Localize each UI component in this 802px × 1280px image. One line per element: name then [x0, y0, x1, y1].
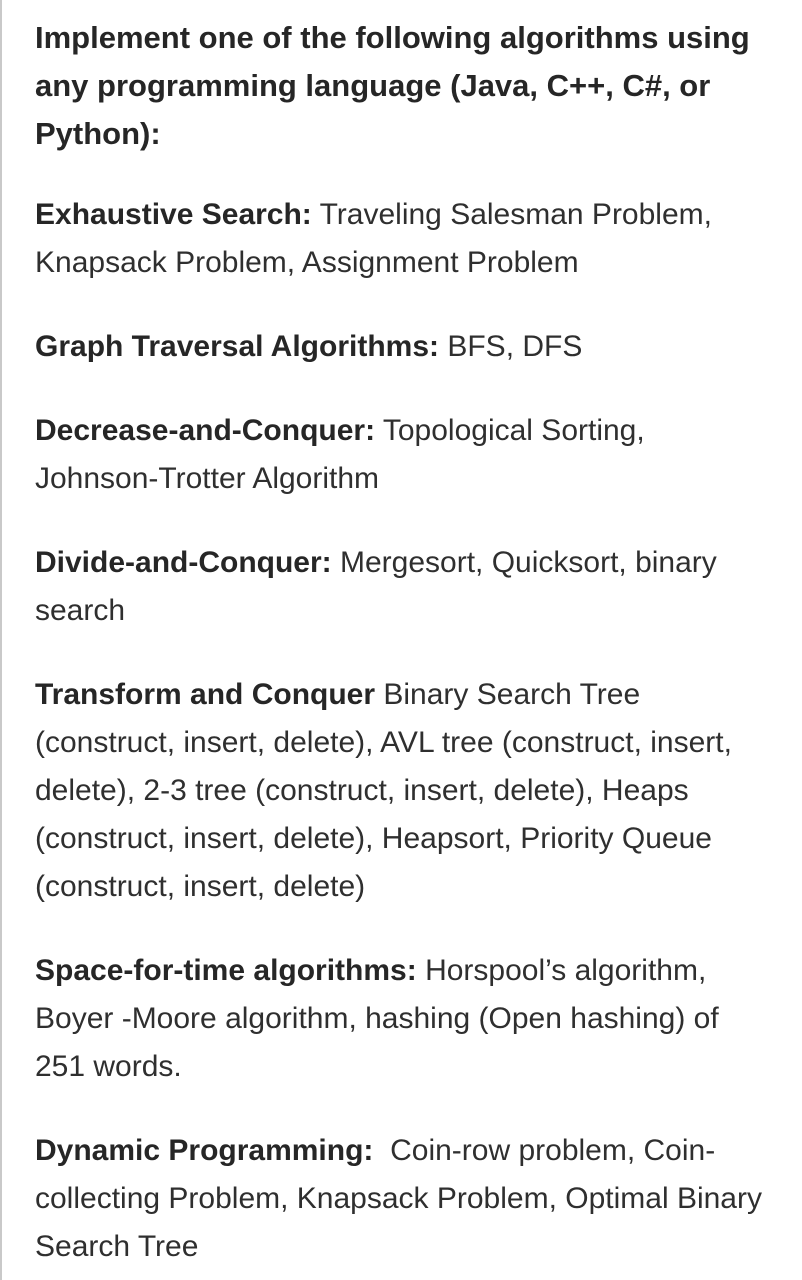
section-heading: Transform and Conquer: [35, 678, 376, 711]
section-heading: Exhaustive Search:: [35, 198, 312, 231]
section-text: Traveling Salesman Problem, Knapsack Problem, Assignment Problem: [35, 198, 712, 279]
section-text: Binary Search Tree (construct, insert, delete), AVL tree (construct, insert, delete), 2-3 tree (construct, insert, delete), Heaps (construct, insert, delete), Heapsort, Priority Queue (construct, insert, delete): [35, 678, 732, 903]
section-transform-and-conquer: [35, 671, 772, 911]
section-text: Mergesort, Quicksort, binary search: [35, 546, 717, 627]
section-decrease-and-conquer: [35, 407, 772, 503]
section-exhaustive-search: [35, 191, 772, 287]
section-heading: Dynamic Programming:: [35, 1134, 374, 1167]
intro-text: Implement one of the following algorithms using any programming language (Java, C++, C#, or Python):: [35, 20, 750, 151]
section-text: Coin-row problem, Coin-collecting Problem, Knapsack Problem, Optimal Binary Search Tree: [35, 1134, 771, 1263]
section-graph-traversal: [35, 323, 772, 371]
section-heading: Divide-and-Conquer:: [35, 546, 332, 579]
section-heading: Space-for-time algorithms:: [35, 954, 417, 987]
section-text: Horspool’s algorithm, Boyer -Moore algorithm, hashing (Open hashing) of 251 words.: [35, 954, 719, 1083]
section-heading: Graph Traversal Algorithms:: [35, 330, 440, 363]
section-space-for-time: [35, 947, 772, 1091]
section-text: BFS, DFS: [439, 330, 583, 363]
section-divide-and-conquer: [35, 539, 772, 635]
section-dynamic-programming: [35, 1127, 772, 1271]
section-text: Topological Sorting, Johnson-Trotter Algorithm: [35, 414, 645, 495]
section-heading: Decrease-and-Conquer:: [35, 414, 376, 447]
